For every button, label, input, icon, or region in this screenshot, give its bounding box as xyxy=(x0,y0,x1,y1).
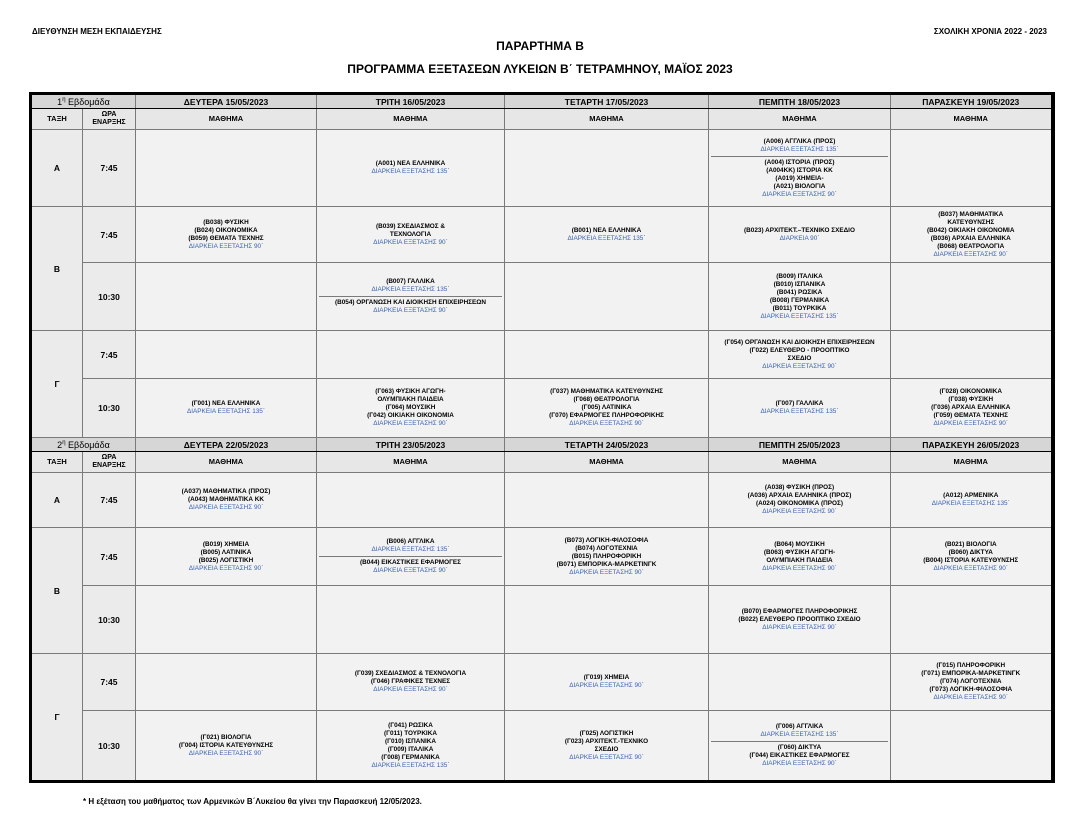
exam-subject-line: (Γ059) ΘΕΜΑΤΑ ΤΕΧΝΗΣ xyxy=(933,412,1008,419)
exam-cell xyxy=(891,654,1053,711)
exam-subject-line: (Β070) ΕΦΑΡΜΟΓΕΣ ΠΛΗΡΟΦΟΡΙΚΗΣ xyxy=(741,607,858,615)
exam-subject-line: (Β021) ΒΙΟΛΟΓΙΑ xyxy=(944,540,997,548)
exam-subject-line: (Β008) ΓΕΡΜΑΝΙΚΑ xyxy=(769,296,830,304)
page-subtitle: ΠΡΟΓΡΑΜΜΑ ΕΞΕΤΑΣΕΩΝ ΛΥΚΕΙΩΝ Β΄ ΤΕΤΡΑΜΗΝΟΥ, ΜΑΪΟΣ 2023 xyxy=(347,62,733,76)
exam-duration: ΔΙΑΡΚΕΙΑ ΕΞΕΤΑΣΗΣ 90΄ xyxy=(762,362,837,370)
exam-duration: ΔΙΑΡΚΕΙΑ ΕΞΕΤΑΣΗΣ 90΄ xyxy=(373,238,448,246)
exam-cell-split xyxy=(711,721,888,770)
exam-subject-line: (Γ028) ΟΙΚΟΝΟΜΙΚΑ xyxy=(939,388,1002,395)
exam-duration: ΔΙΑΡΚΕΙΑ ΕΞΕΤΑΣΗΣ 135΄ xyxy=(931,500,1010,507)
time-header-line1: ΩΡΑ xyxy=(101,454,117,461)
exam-cell xyxy=(505,207,709,263)
exam-subject-line: ΟΛΥΜΠΙΑΚΗ ΠΑΙΔΕΙΑ xyxy=(766,556,833,564)
exam-cell xyxy=(891,379,1053,438)
exam-subject-line: (Β019) ΧΗΜΕΙΑ xyxy=(202,540,250,548)
exam-subject-line: (Α037) ΜΑΘΗΜΑΤΙΚΑ (ΠΡΟΣ) xyxy=(181,488,271,495)
empty-exam-cell xyxy=(505,586,709,654)
week-header-row xyxy=(31,94,1053,109)
schedule-row xyxy=(31,473,1053,528)
exam-subject-line: (Β038) ΦΥΣΙΚΗ xyxy=(203,218,249,226)
exam-group xyxy=(319,536,502,556)
exam-cell xyxy=(317,263,505,331)
exam-duration: ΔΙΑΡΚΕΙΑ ΕΞΕΤΑΣΗΣ 90΄ xyxy=(762,190,837,198)
exam-subject-line: (Α038) ΦΥΣΙΚΗ (ΠΡΟΣ) xyxy=(764,484,835,491)
empty-exam-cell xyxy=(136,331,317,379)
exam-duration: ΔΙΑΡΚΕΙΑ ΕΞΕΤΑΣΗΣ 90΄ xyxy=(188,242,264,250)
exam-duration: ΔΙΑΡΚΕΙΑ ΕΞΕΤΑΣΗΣ 135΄ xyxy=(760,408,839,415)
exam-subject-line: (Γ010) ΙΣΠΑΝΙΚΑ xyxy=(385,737,436,745)
exam-duration: ΔΙΑΡΚΕΙΑ ΕΞΕΤΑΣΗΣ 135΄ xyxy=(371,546,450,553)
start-time-cell: 10:30 xyxy=(83,586,136,654)
exam-subject-line: ΣΧΕΔΙΟ xyxy=(787,354,812,362)
exam-subject-line: (Γ037) ΜΑΘΗΜΑΤΙΚΑ ΚΑΤΕΥΘΥΝΣΗΣ xyxy=(550,388,663,395)
exam-cell xyxy=(317,379,505,438)
exam-subject-line: (Γ015) ΠΛΗΡΟΦΟΡΙΚΗ xyxy=(936,662,1006,669)
start-time-cell: 7:45 xyxy=(83,654,136,711)
empty-exam-cell xyxy=(505,263,709,331)
exam-cell xyxy=(891,207,1053,263)
exam-subject-line: (Γ070) ΕΦΑΡΜΟΓΕΣ ΠΛΗΡΟΦΟΡΙΚΗΣ xyxy=(549,412,664,419)
empty-exam-cell xyxy=(505,130,709,207)
exam-subject-line: (Γ007) ΓΑΛΛΙΚΑ xyxy=(775,400,824,407)
exam-subject-line: (Α021) ΒΙΟΛΟΓΙΑ xyxy=(773,182,826,190)
day-header: ΤΡΙΤΗ 16/05/2023 xyxy=(317,94,505,109)
exam-group xyxy=(319,276,502,296)
day-header: ΠΑΡΑΣΚΕΥΗ 26/05/2023 xyxy=(891,438,1053,452)
exam-cell xyxy=(136,711,317,782)
time-header-line2: ΕΝΑΡΞΗΣ xyxy=(92,119,126,126)
exam-subject-line: (Β010) ΙΣΠΑΝΙΚΑ xyxy=(773,280,826,288)
day-header: ΠΕΜΠΤΗ 18/05/2023 xyxy=(709,94,891,109)
exam-subject-line: (Γ042) ΟΙΚΙΑΚΗ ΟΙΚΟΝΟΜΙΑ xyxy=(367,412,454,419)
start-time-cell: 7:45 xyxy=(83,528,136,586)
exam-cell xyxy=(505,654,709,711)
week-number: 1 xyxy=(57,96,63,107)
exam-subject-line: (Β025) ΛΟΓΙΣΤΙΚΗ xyxy=(198,556,254,564)
exam-subject-line: (Β064) ΜΟΥΣΙΚΗ xyxy=(774,540,825,548)
footnote: * Η εξέταση του μαθήματος των Αρμενικών Β΄Λυκείου θα γίνει την Παρασκευή 12/05/2023. xyxy=(83,797,422,806)
exam-subject-line: (Α006) ΑΓΓΛΙΚΑ (ΠΡΟΣ) xyxy=(763,137,836,145)
exam-cell xyxy=(709,586,891,654)
exam-subject-line: (Γ060) ΔΙΚΤΥΑ xyxy=(777,744,822,751)
exam-duration: ΔΙΑΡΚΕΙΑ ΕΞΕΤΑΣΗΣ 90΄ xyxy=(933,250,1008,258)
exam-subject-line: (Γ019) ΧΗΜΕΙΑ xyxy=(583,674,630,681)
exam-subject-line: (Γ036) ΑΡΧΑΙΑ ΕΛΛΗΝΙΚΑ xyxy=(931,404,1011,411)
exam-cell xyxy=(891,528,1053,586)
subject-column-header: ΜΑΘΗΜΑ xyxy=(505,452,709,473)
exam-group xyxy=(711,136,888,156)
exam-subject-line: (Α036) ΑΡΧΑΙΑ ΕΛΛΗΝΙΚΑ (ΠΡΟΣ) xyxy=(747,492,852,499)
empty-exam-cell xyxy=(136,654,317,711)
exam-duration: ΔΙΑΡΚΕΙΑ ΕΞΕΤΑΣΗΣ 135΄ xyxy=(567,234,646,242)
week-label xyxy=(31,94,136,109)
exam-subject-line: (Β071) ΕΜΠΟΡΙΚΑ-ΜΑΡΚΕΤΙΝΓΚ xyxy=(556,560,657,568)
exam-duration: ΔΙΑΡΚΕΙΑ ΕΞΕΤΑΣΗΣ 90΄ xyxy=(188,564,264,572)
directorate-label: ΔΙΕΥΘΥΝΣΗ ΜΕΣΗ ΕΚΠΑΙΔΕΥΣΗΣ xyxy=(32,27,162,36)
schedule-row xyxy=(31,130,1053,207)
exam-cell xyxy=(709,331,891,379)
exam-duration: ΔΙΑΡΚΕΙΑ ΕΞΕΤΑΣΗΣ 90΄ xyxy=(933,420,1008,427)
exam-cell xyxy=(709,473,891,528)
exam-duration: ΔΙΑΡΚΕΙΑ ΕΞΕΤΑΣΗΣ 90΄ xyxy=(933,694,1008,701)
subject-column-header: ΜΑΘΗΜΑ xyxy=(709,109,891,130)
week-word: Εβδομάδα xyxy=(65,439,110,450)
exam-subject-line: (Α024) ΟΙΚΟΝΟΜΙΚΑ (ΠΡΟΣ) xyxy=(756,500,843,507)
exam-subject-line: (Γ071) ΕΜΠΟΡΙΚΑ-ΜΑΡΚΕΤΙΝΓΚ xyxy=(921,670,1021,677)
exam-cell xyxy=(136,207,317,263)
time-column-header xyxy=(83,109,136,130)
empty-exam-cell xyxy=(136,263,317,331)
exam-subject-line: (Β023) ΑΡΧΙΤΕΚΤ.–ΤΕΧΝΙΚΟ ΣΧΕΔΙΟ xyxy=(744,226,855,234)
exam-subject-line: (Γ004) ΙΣΤΟΡΙΑ ΚΑΤΕΥΘΥΝΣΗΣ xyxy=(178,741,274,749)
exam-subject-line: (Β001) ΝΕΑ ΕΛΛΗΝΙΚΑ xyxy=(571,226,642,234)
exam-subject-line: (Β060) ΔΙΚΤΥΑ xyxy=(948,548,993,556)
start-time-cell: 7:45 xyxy=(83,130,136,207)
schedule-row xyxy=(31,586,1053,654)
exam-subject-line: (Β006) ΑΓΓΛΙΚΑ xyxy=(386,538,435,545)
exam-duration: ΔΙΑΡΚΕΙΑ ΕΞΕΤΑΣΗΣ 90΄ xyxy=(373,307,448,314)
day-header: ΠΕΜΠΤΗ 25/05/2023 xyxy=(709,438,891,452)
exam-subject-line: (Α043) ΜΑΘΗΜΑΤΙΚΑ ΚΚ xyxy=(188,496,264,503)
exam-cell xyxy=(709,130,891,207)
exam-subject-line: ΚΑΤΕΥΘΥΝΣΗΣ xyxy=(947,218,995,226)
exam-subject-line: (Β054) ΟΡΓΑΝΩΣΗ ΚΑΙ ΔΙΟΙΚΗΣΗ ΕΠΙΧΕΙΡΗΣΕΩΝ xyxy=(334,299,487,306)
exam-subject-line: ΤΕΧΝΟΛΟΓΙΑ xyxy=(389,230,432,238)
exam-duration: ΔΙΑΡΚΕΙΑ ΕΞΕΤΑΣΗΣ 135΄ xyxy=(186,408,265,415)
start-time-cell: 7:45 xyxy=(83,331,136,379)
exam-subject-line: (Α004) ΙΣΤΟΡΙΑ (ΠΡΟΣ) xyxy=(764,158,835,166)
exam-duration: ΔΙΑΡΚΕΙΑ ΕΞΕΤΑΣΗΣ 135΄ xyxy=(371,168,450,175)
school-year-label: ΣΧΟΛΙΚΗ ΧΡΟΝΙΑ 2022 - 2023 xyxy=(933,27,1047,36)
exam-cell xyxy=(891,473,1053,528)
exam-cell xyxy=(505,711,709,782)
exam-group xyxy=(711,156,888,201)
exam-duration: ΔΙΑΡΚΕΙΑ ΕΞΕΤΑΣΗΣ 90΄ xyxy=(762,508,837,515)
class-cell: Β xyxy=(31,207,83,331)
page-title: ΠΑΡΑΡΤΗΜΑ Β xyxy=(496,39,584,53)
exam-duration: ΔΙΑΡΚΕΙΑ ΕΞΕΤΑΣΗΣ 90΄ xyxy=(373,420,448,427)
schedule-row xyxy=(31,207,1053,263)
start-time-cell: 10:30 xyxy=(83,263,136,331)
exam-duration: ΔΙΑΡΚΕΙΑ ΕΞΕΤΑΣΗΣ 90΄ xyxy=(762,623,837,631)
exam-subject-line: (Β041) ΡΩΣΙΚΑ xyxy=(776,288,823,296)
empty-exam-cell xyxy=(317,473,505,528)
exam-subject-line: (Β015) ΠΛΗΡΟΦΟΡΙΚΗ xyxy=(571,552,642,560)
exam-cell xyxy=(505,379,709,438)
exam-subject-line: (Γ044) ΕΙΚΑΣΤΙΚΕΣ ΕΦΑΡΜΟΓΕΣ xyxy=(749,752,850,759)
exam-subject-line: (Β022) ΕΛΕΥΘΕΡΟ ΠΡΟΟΠΤΙΚΟ ΣΧΕΔΙΟ xyxy=(738,615,861,623)
class-cell: Β xyxy=(31,528,83,654)
day-header: ΔΕΥΤΕΡΑ 15/05/2023 xyxy=(136,94,317,109)
exam-duration: ΔΙΑΡΚΕΙΑ ΕΞΕΤΑΣΗΣ 90΄ xyxy=(569,420,644,427)
exam-group xyxy=(711,721,888,741)
class-cell: Α xyxy=(31,473,83,528)
exam-subject-line: (Γ046) ΓΡΑΦΙΚΕΣ ΤΕΧΝΕΣ xyxy=(370,678,451,685)
schedule-row xyxy=(31,711,1053,782)
empty-exam-cell xyxy=(136,586,317,654)
schedule-row xyxy=(31,263,1053,331)
subject-column-header: ΜΑΘΗΜΑ xyxy=(891,452,1053,473)
exam-cell xyxy=(709,263,891,331)
exam-subject-line: (Β044) ΕΙΚΑΣΤΙΚΕΣ ΕΦΑΡΜΟΓΕΣ xyxy=(359,559,462,566)
empty-exam-cell xyxy=(891,586,1053,654)
exam-subject-line: (Β007) ΓΑΛΛΙΚΑ xyxy=(386,278,435,285)
exam-duration: ΔΙΑΡΚΕΙΑ ΕΞΕΤΑΣΗΣ 90΄ xyxy=(188,504,264,511)
subject-column-header: ΜΑΘΗΜΑ xyxy=(136,109,317,130)
exam-duration: ΔΙΑΡΚΕΙΑ ΕΞΕΤΑΣΗΣ 135΄ xyxy=(760,312,839,320)
schedule-row xyxy=(31,654,1053,711)
exam-cell xyxy=(505,528,709,586)
exam-subject-line: (Γ011) ΤΟΥΡΚΙΚΑ xyxy=(384,729,437,737)
exam-duration: ΔΙΑΡΚΕΙΑ ΕΞΕΤΑΣΗΣ 90΄ xyxy=(762,760,837,767)
exam-cell-split xyxy=(711,136,888,201)
exam-subject-line: (Β068) ΘΕΑΤΡΟΛΟΓΙΑ xyxy=(937,242,1005,250)
exam-subject-line: (Γ022) ΕΛΕΥΘΕΡΟ - ΠΡΟΟΠΤΙΚΟ xyxy=(749,346,850,354)
empty-exam-cell xyxy=(709,654,891,711)
exam-subject-line: (Β037) ΜΑΘΗΜΑΤΙΚΑ xyxy=(938,210,1004,218)
exam-subject-line: (Β036) ΑΡΧΑΙΑ ΕΛΛΗΝΙΚΑ xyxy=(930,234,1011,242)
time-header-line2: ΕΝΑΡΞΗΣ xyxy=(92,462,126,469)
column-header-row xyxy=(31,109,1053,130)
exam-cell xyxy=(317,711,505,782)
day-header: ΠΑΡΑΣΚΕΥΗ 19/05/2023 xyxy=(891,94,1053,109)
exam-cell xyxy=(317,130,505,207)
empty-exam-cell xyxy=(891,263,1053,331)
week-word: Εβδομάδα xyxy=(65,96,110,107)
subject-column-header: ΜΑΘΗΜΑ xyxy=(709,452,891,473)
exam-cell xyxy=(709,207,891,263)
exam-subject-line: (Γ025) ΛΟΓΙΣΤΙΚΗ xyxy=(579,729,634,737)
exam-duration: ΔΙΑΡΚΕΙΑ ΕΞΕΤΑΣΗΣ 90΄ xyxy=(933,564,1008,572)
exam-cell-split xyxy=(319,276,502,317)
exam-subject-line: (Γ023) ΑΡΧΙΤΕΚΤ.-ΤΕΧΝΙΚΟ xyxy=(564,737,649,745)
exam-duration: ΔΙΑΡΚΕΙΑ ΕΞΕΤΑΣΗΣ 90΄ xyxy=(569,682,644,689)
exam-subject-line: (Α012) ΑΡΜΕΝΙΚΑ xyxy=(943,492,999,499)
schedule-row xyxy=(31,379,1053,438)
exam-cell xyxy=(317,207,505,263)
class-cell: Γ xyxy=(31,654,83,782)
exam-subject-line: (Γ038) ΦΥΣΙΚΗ xyxy=(948,396,994,403)
subject-column-header: ΜΑΘΗΜΑ xyxy=(136,452,317,473)
exam-subject-line: (Β063) ΦΥΣΙΚΗ ΑΓΩΓΗ- xyxy=(763,548,836,556)
exam-duration: ΔΙΑΡΚΕΙΑ ΕΞΕΤΑΣΗΣ 90΄ xyxy=(373,567,448,574)
week-number: 2 xyxy=(57,439,63,450)
exam-duration: ΔΙΑΡΚΕΙΑ ΕΞΕΤΑΣΗΣ 90΄ xyxy=(569,568,644,576)
exam-subject-line: (Γ006) ΑΓΓΛΙΚΑ xyxy=(775,723,824,730)
class-cell: Γ xyxy=(31,331,83,438)
exam-duration: ΔΙΑΡΚΕΙΑ ΕΞΕΤΑΣΗΣ 135΄ xyxy=(371,286,450,293)
exam-subject-line: (Β004) ΙΣΤΟΡΙΑ ΚΑΤΕΥΘΥΝΣΗΣ xyxy=(923,556,1019,564)
exam-subject-line: (Γ054) ΟΡΓΑΝΩΣΗ ΚΑΙ ΔΙΟΙΚΗΣΗ ΕΠΙΧΕΙΡΗΣΕΩΝ xyxy=(724,338,875,346)
exam-subject-line: (Γ074) ΛΟΓΟΤΕΧΝΙΑ xyxy=(939,678,1002,685)
exam-cell-split xyxy=(319,536,502,577)
exam-subject-line: (Β024) ΟΙΚΟΝΟΜΙΚΑ xyxy=(194,226,258,234)
subject-column-header: ΜΑΘΗΜΑ xyxy=(505,109,709,130)
exam-subject-line: (Γ021) ΒΙΟΛΟΓΙΑ xyxy=(200,733,252,741)
exam-duration: ΔΙΑΡΚΕΙΑ ΕΞΕΤΑΣΗΣ 90΄ xyxy=(762,564,837,572)
schedule-row xyxy=(31,331,1053,379)
empty-exam-cell xyxy=(136,130,317,207)
week-ordinal: η xyxy=(62,96,66,103)
class-column-header: ΤΑΞΗ xyxy=(31,452,83,473)
subject-column-header: ΜΑΘΗΜΑ xyxy=(891,109,1053,130)
exam-duration: ΔΙΑΡΚΕΙΑ ΕΞΕΤΑΣΗΣ 135΄ xyxy=(760,145,839,153)
day-header: ΤΕΤΑΡΤΗ 17/05/2023 xyxy=(505,94,709,109)
exam-subject-line: (Β073) ΛΟΓΙΚΗ-ΦΙΛΟΣΟΦΙΑ xyxy=(564,536,649,544)
day-header: ΤΡΙΤΗ 23/05/2023 xyxy=(317,438,505,452)
exam-subject-line: (Γ073) ΛΟΓΙΚΗ-ΦΙΛΟΣΟΦΙΑ xyxy=(929,686,1013,693)
exam-subject-line: (Γ009) ΙΤΑΛΙΚΑ xyxy=(387,745,434,753)
class-cell: Α xyxy=(31,130,83,207)
exam-subject-line: (Β009) ΙΤΑΛΙΚΑ xyxy=(776,272,823,280)
exam-cell xyxy=(136,379,317,438)
exam-cell xyxy=(709,379,891,438)
exam-subject-line: (Γ064) ΜΟΥΣΙΚΗ xyxy=(385,404,436,411)
week-ordinal: η xyxy=(62,439,66,446)
exam-subject-line: (Β042) ΟΙΚΙΑΚΗ ΟΙΚΟΝΟΜΙΑ xyxy=(927,226,1015,234)
exam-subject-line: (Α001) ΝΕΑ ΕΛΛΗΝΙΚΑ xyxy=(375,160,446,167)
exam-cell xyxy=(709,528,891,586)
subject-column-header: ΜΑΘΗΜΑ xyxy=(317,109,505,130)
exam-subject-line: ΣΧΕΔΙΟ xyxy=(594,745,619,753)
exam-subject-line: (Β059) ΘΕΜΑΤΑ ΤΕΧΝΗΣ xyxy=(188,234,264,242)
exam-duration: ΔΙΑΡΚΕΙΑ ΕΞΕΤΑΣΗΣ 90΄ xyxy=(373,686,448,693)
day-header: ΤΕΤΑΡΤΗ 24/05/2023 xyxy=(505,438,709,452)
exam-cell xyxy=(136,473,317,528)
start-time-cell: 7:45 xyxy=(83,207,136,263)
exam-cell xyxy=(136,528,317,586)
exam-duration: ΔΙΑΡΚΕΙΑ ΕΞΕΤΑΣΗΣ 135΄ xyxy=(760,731,839,738)
empty-exam-cell xyxy=(891,331,1053,379)
exam-subject-line: (Β005) ΛΑΤΙΝΙΚΑ xyxy=(200,548,252,556)
exam-subject-line: (Γ001) ΝΕΑ ΕΛΛΗΝΙΚΑ xyxy=(191,400,261,407)
exam-subject-line: (Γ041) ΡΩΣΙΚΑ xyxy=(388,721,433,729)
exam-subject-line: ΟΛΥΜΠΙΑΚΗ ΠΑΙΔΕΙΑ xyxy=(377,396,444,403)
time-header-line1: ΩΡΑ xyxy=(101,111,117,118)
time-column-header xyxy=(83,452,136,473)
exam-duration: ΔΙΑΡΚΕΙΑ ΕΞΕΤΑΣΗΣ 90΄ xyxy=(569,753,644,761)
day-header: ΔΕΥΤΕΡΑ 22/05/2023 xyxy=(136,438,317,452)
exam-subject-line: (Α019) ΧΗΜΕΙΑ- xyxy=(775,174,824,182)
exam-subject-line: (Γ008) ΓΕΡΜΑΝΙΚΑ xyxy=(381,753,440,761)
class-column-header: ΤΑΞΗ xyxy=(31,109,83,130)
week-label xyxy=(31,438,136,452)
exam-subject-line: (Γ063) ΦΥΣΙΚΗ ΑΓΩΓΗ- xyxy=(375,388,446,395)
start-time-cell: 7:45 xyxy=(83,473,136,528)
empty-exam-cell xyxy=(505,331,709,379)
exam-duration: ΔΙΑΡΚΕΙΑ ΕΞΕΤΑΣΗΣ 135΄ xyxy=(371,761,450,769)
exam-cell xyxy=(709,711,891,782)
exam-group xyxy=(319,556,502,577)
exam-subject-line: (Γ005) ΛΑΤΙΝΙΚΑ xyxy=(581,404,632,411)
exam-subject-line: (Β074) ΛΟΓΟΤΕΧΝΙΑ xyxy=(575,544,638,552)
empty-exam-cell xyxy=(891,711,1053,782)
empty-exam-cell xyxy=(891,130,1053,207)
exam-schedule-table xyxy=(29,92,1055,783)
exam-cell xyxy=(317,654,505,711)
exam-cell xyxy=(317,528,505,586)
exam-subject-line: (Β039) ΣΧΕΔΙΑΣΜΟΣ & xyxy=(375,222,445,230)
empty-exam-cell xyxy=(505,473,709,528)
exam-subject-line: (Β011) ΤΟΥΡΚΙΚΑ xyxy=(772,304,827,312)
exam-group xyxy=(319,296,502,317)
exam-duration: ΔΙΑΡΚΕΙΑ ΕΞΕΤΑΣΗΣ 90΄ xyxy=(188,749,264,757)
exam-subject-line: (Γ068) ΘΕΑΤΡΟΛΟΓΙΑ xyxy=(573,396,640,403)
schedule-row xyxy=(31,528,1053,586)
exam-subject-line: (Γ039) ΣΧΕΔΙΑΣΜΟΣ & ΤΕΧΝΟΛΟΓΙΑ xyxy=(354,670,467,677)
start-time-cell: 10:30 xyxy=(83,711,136,782)
week-header-row xyxy=(31,438,1053,452)
exam-duration: ΔΙΑΡΚΕΙΑ 90΄ xyxy=(779,234,820,242)
exam-group xyxy=(711,741,888,770)
empty-exam-cell xyxy=(317,586,505,654)
subject-column-header: ΜΑΘΗΜΑ xyxy=(317,452,505,473)
column-header-row xyxy=(31,452,1053,473)
empty-exam-cell xyxy=(317,331,505,379)
exam-subject-line: (Α004ΚΚ) ΙΣΤΟΡΙΑ ΚΚ xyxy=(766,166,833,174)
start-time-cell: 10:30 xyxy=(83,379,136,438)
